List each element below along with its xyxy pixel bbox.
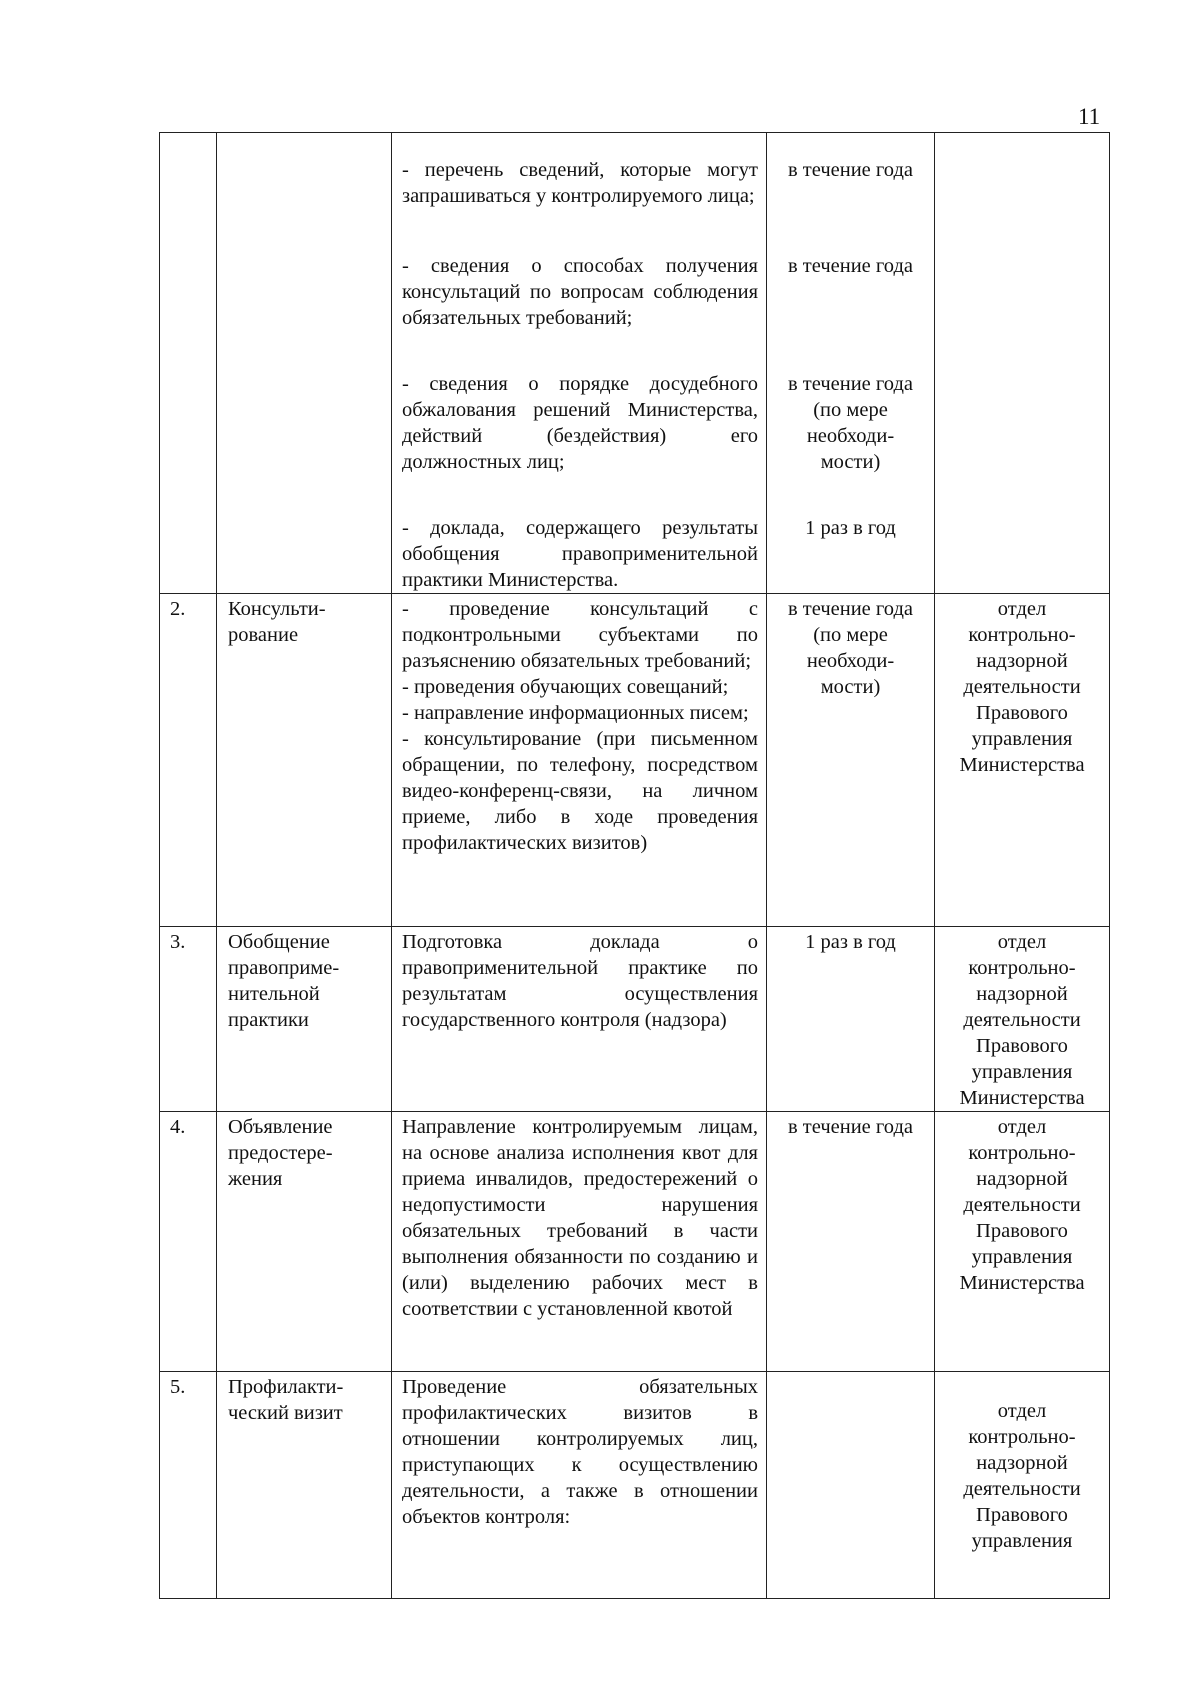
row-responsible-cell	[935, 133, 1110, 594]
list-item: - направление информационных писем;	[402, 702, 749, 724]
row-term-cell	[767, 133, 935, 594]
row-term	[767, 1372, 935, 1599]
row-number: 3.	[160, 927, 217, 1112]
row-description: Подготовка доклада о правоприменительной практике по результатам осуществления государственного контроля (надзора)	[392, 927, 767, 1112]
table-row	[160, 133, 1110, 594]
list-item: - проведения обучающих совещаний;	[402, 676, 729, 698]
row-name: Профилакти- ческий визит	[217, 1372, 392, 1599]
row-name: Объявление предостере- жения	[217, 1112, 392, 1372]
row-name: Консульти- рование	[217, 594, 392, 927]
measures-table	[159, 132, 1110, 1599]
table-row	[160, 927, 1110, 1112]
row-number: 4.	[160, 1112, 217, 1372]
term-text: 1 раз в год	[805, 517, 896, 539]
row-description: Проведение обязательных профилактических визитов в отношении контролируемых лиц, приступающих к осуществлению деятельности, а также в отношении объектов контроля:	[392, 1372, 767, 1599]
list-item: - перечень сведений, которые могут запрашиваться у контролируемого лица;	[402, 159, 758, 207]
row-term: 1 раз в год	[767, 927, 935, 1112]
term-text: в течение года	[787, 255, 913, 277]
row-description	[392, 594, 767, 927]
row-number: 2.	[160, 594, 217, 927]
list-item: - сведения о порядке досудебного обжалования решений Министерства, действий (бездействия) его должностных лиц;	[402, 373, 758, 473]
table-row	[160, 594, 1110, 927]
row-responsible: отдел контрольно- надзорной деятельности Правового управления	[935, 1372, 1110, 1599]
term-text: в течение года	[787, 159, 913, 181]
table-row	[160, 1112, 1110, 1372]
row-description-cell	[392, 133, 767, 594]
row-responsible: отдел контрольно- надзорной деятельности Правового управления Министерства	[935, 1112, 1110, 1372]
row-responsible: отдел контрольно- надзорной деятельности Правового управления Министерства	[935, 594, 1110, 927]
row-number: 5.	[160, 1372, 217, 1599]
row-term: в течение года (по мере необходи- мости)	[767, 594, 935, 927]
row-responsible: отдел контрольно- надзорной деятельности Правового управления Министерства	[935, 927, 1110, 1112]
row-term: в течение года	[767, 1112, 935, 1372]
list-item: - сведения о способах получения консультаций по вопросам соблюдения обязательных требований;	[402, 255, 758, 329]
row-number-cell	[160, 133, 217, 594]
list-item: - доклада, содержащего результаты обобщения правоприменительной практики Министерства.	[402, 517, 758, 591]
list-item: - проведение консультаций с подконтрольными субъектами по разъяснению обязательных требований;	[402, 598, 758, 672]
table-row	[160, 1372, 1110, 1599]
row-description: Направление контролируемым лицам, на основе анализа исполнения квот для приема инвалидов, предостережений о недопустимости нарушения обязательных требований в части выполнения обязанности по созданию и (или) выделению рабочих мест в соответствии с установленной квотой	[392, 1112, 767, 1372]
list-item: - консультирование (при письменном обращении, по телефону, посредством видео-конференц-связи, на личном приеме, либо в ходе проведения профилактических визитов)	[402, 728, 758, 854]
term-text: в течение года (по мере необходи- мости)	[787, 373, 913, 473]
row-name: Обобщение правоприме- нительной практики	[217, 927, 392, 1112]
page-number: 11	[1078, 104, 1101, 129]
row-name-cell	[217, 133, 392, 594]
